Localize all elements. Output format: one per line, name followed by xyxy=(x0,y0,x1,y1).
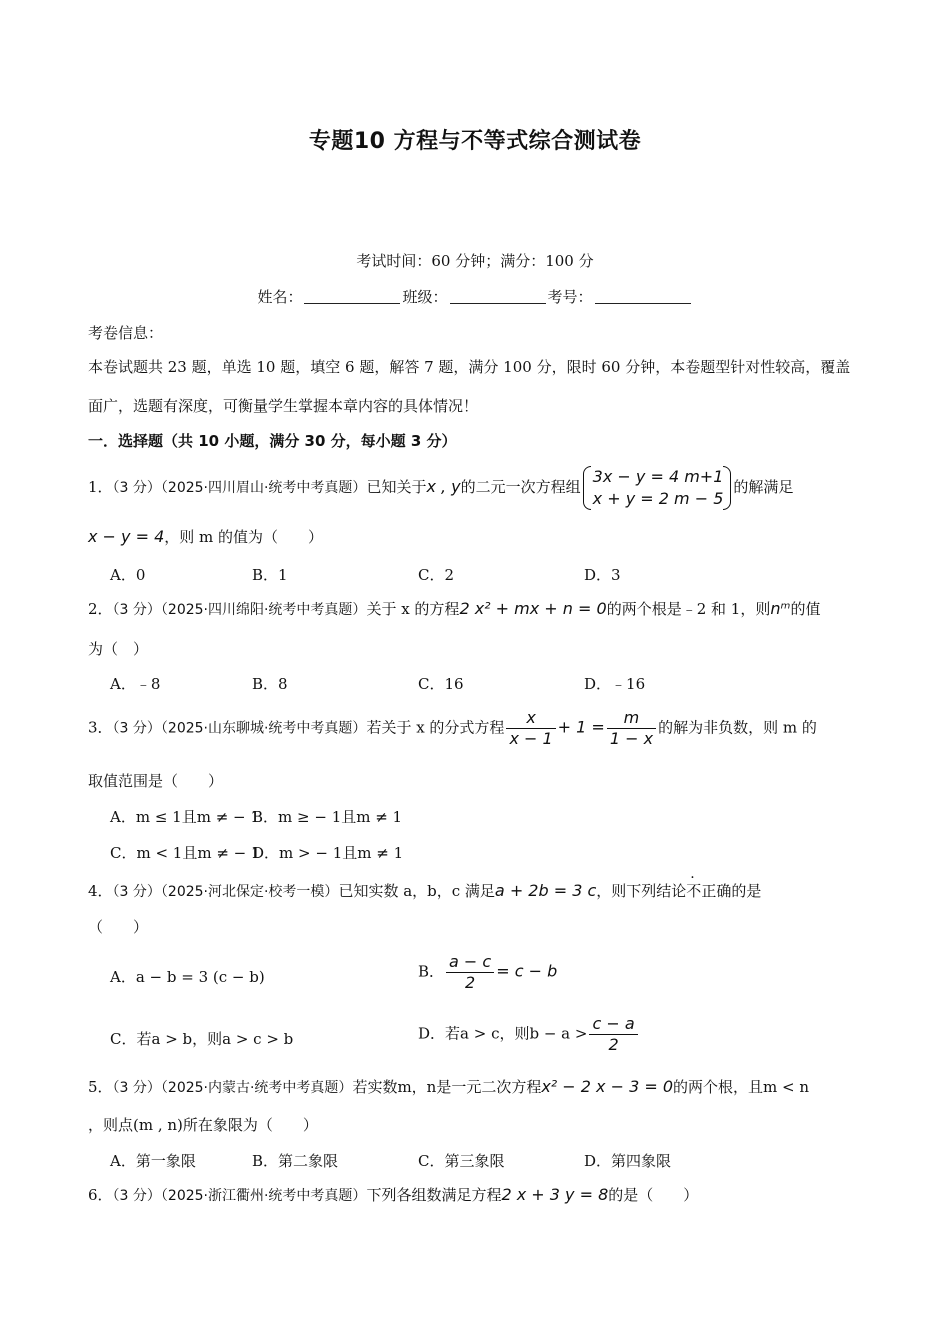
question-text: 已知实数 a，b，c 满足 xyxy=(338,882,495,900)
question-2-line-2: 为（ ） xyxy=(88,640,149,658)
question-text: 关于 x 的方程 xyxy=(366,600,460,618)
q3-option-a[interactable]: A．m ≤ 1且m ≠ − 1 xyxy=(110,808,260,826)
question-text: 的解满足 xyxy=(733,478,794,496)
fraction-numerator: m xyxy=(607,708,656,729)
name-label: 姓名： xyxy=(257,288,303,306)
math-variables: x , y xyxy=(426,477,461,496)
question-text: ，则下列结论 xyxy=(596,882,687,900)
math-equation: x² − 2 x − 3 = 0 xyxy=(541,1077,674,1096)
page-title: 专题10 方程与不等式综合测试卷 xyxy=(308,129,642,154)
q4-option-b[interactable] xyxy=(418,952,557,993)
question-text: 若实数m，n是一元二次方程 xyxy=(352,1078,542,1096)
question-number: 3． xyxy=(88,718,113,737)
question-text: 的值 xyxy=(790,600,821,618)
fraction-numerator: c − a xyxy=(589,1014,637,1035)
name-blank[interactable] xyxy=(304,289,400,304)
question-1 xyxy=(88,464,793,512)
q4-option-c[interactable]: C．若a > b，则a > c > b xyxy=(110,1030,294,1048)
q3-option-d[interactable]: D．m > − 1且m ≠ 1 xyxy=(252,844,404,862)
fraction-denominator: 2 xyxy=(465,973,476,992)
question-text: 下列各组数满足方程 xyxy=(366,1186,502,1204)
fraction xyxy=(607,708,656,749)
question-4-line-2: （ ） xyxy=(88,918,149,936)
q2-option-c[interactable]: C．16 xyxy=(418,675,464,693)
q2-option-b[interactable]: B．8 xyxy=(252,675,288,693)
section-heading: 一．选择题（共 10 小题，满分 30 分，每小题 3 分） xyxy=(88,432,457,450)
emphasis-mark: 不 xyxy=(686,882,702,900)
question-number: 6． xyxy=(88,1186,113,1204)
question-source: （2025·浙江衢州·统考中考真题） xyxy=(160,1188,367,1204)
question-source: （2025·四川眉山·统考中考真题） xyxy=(160,480,367,496)
info-label: 考卷信息： xyxy=(88,324,164,342)
question-source: （2025·河北保定·校考一模） xyxy=(160,884,339,900)
question-text: ，则 m 的值为（ ） xyxy=(164,528,324,546)
q3-option-c[interactable]: C．m < 1且m ≠ − 1 xyxy=(110,844,261,862)
question-source: （2025·山东聊城·统考中考真题） xyxy=(160,720,367,737)
math-equation: 2 x + 3 y = 8 xyxy=(501,1185,609,1204)
q5-option-b[interactable]: B．第二象限 xyxy=(252,1152,339,1170)
question-2 xyxy=(88,598,820,619)
question-score: （3 分） xyxy=(112,602,161,618)
q3-option-b[interactable]: B．m ≥ − 1且m ≠ 1 xyxy=(252,808,403,826)
math-equation: a + 2b = 3 c xyxy=(494,881,597,900)
question-score: （3 分） xyxy=(112,480,161,496)
question-number: 5． xyxy=(88,1078,113,1096)
fraction xyxy=(506,708,555,749)
q1-option-d[interactable]: D．3 xyxy=(584,566,621,584)
question-text: 的两个根，且m < n xyxy=(673,1078,810,1096)
math-expression: + 1 = xyxy=(557,717,605,737)
class-blank[interactable] xyxy=(450,289,546,304)
math-expression: = c − b xyxy=(496,961,558,981)
fraction-denominator: x − 1 xyxy=(509,729,553,748)
question-score: （3 分） xyxy=(112,884,161,900)
q2-option-d[interactable]: D．﹣16 xyxy=(584,675,646,693)
question-5 xyxy=(88,1076,809,1097)
question-score: （3 分） xyxy=(112,1080,161,1096)
q1-option-a[interactable]: A．0 xyxy=(110,566,146,584)
question-4 xyxy=(88,880,761,901)
question-text: 的二元一次方程组 xyxy=(460,478,581,496)
fraction-denominator: 1 − x xyxy=(609,729,654,748)
student-fields xyxy=(0,286,950,307)
math-equation: 2 x² + mx + n = 0 xyxy=(459,599,607,618)
question-1-line-2 xyxy=(88,526,323,547)
equation-row: x + y = 2 m − 5 xyxy=(592,489,724,508)
equation-system xyxy=(581,464,734,512)
question-number: 4． xyxy=(88,882,113,900)
equation-row: 3x − y = 4 m+1 xyxy=(592,467,724,486)
q5-option-c[interactable]: C．第三象限 xyxy=(418,1152,505,1170)
q4-option-d[interactable] xyxy=(418,1014,640,1055)
q2-option-a[interactable]: A．﹣8 xyxy=(110,675,161,693)
description-line-2: 面广，选题有深度，可衡量学生掌握本章内容的具体情况！ xyxy=(88,397,479,415)
question-source: （2025·内蒙古·统考中考真题） xyxy=(160,1080,353,1096)
question-score: （3 分） xyxy=(112,720,161,737)
fraction-numerator: a − c xyxy=(446,952,494,973)
math-expression: x − y = 4 xyxy=(88,527,165,546)
question-source: （2025·四川绵阳·统考中考真题） xyxy=(160,602,367,618)
question-text: 正确的是 xyxy=(701,882,762,900)
option-label: B． xyxy=(418,962,445,981)
fraction xyxy=(589,1014,637,1055)
fraction-denominator: 2 xyxy=(608,1035,619,1054)
question-6 xyxy=(88,1184,698,1205)
question-number: 1． xyxy=(88,478,113,496)
question-score: （3 分） xyxy=(112,1188,161,1204)
fraction-numerator: x xyxy=(506,708,555,729)
math-expression: nᵐ xyxy=(770,599,791,618)
question-text: 已知关于 xyxy=(366,478,427,496)
question-3 xyxy=(88,708,817,749)
q4-option-a[interactable]: A．a − b = 3 (c − b) xyxy=(110,968,265,986)
class-label: 班级： xyxy=(402,288,448,306)
question-number: 2． xyxy=(88,600,113,618)
description-line-1: 本卷试题共 23 题，单选 10 题，填空 6 题，解答 7 题，满分 100 分，限时 60 分钟，本卷题型针对性较高，覆盖 xyxy=(88,358,851,376)
question-text: 的两个根是﹣2 和 1，则 xyxy=(606,600,771,618)
question-text: 的解为非负数，则 m 的 xyxy=(658,718,817,737)
fraction xyxy=(446,952,494,993)
number-label: 考号： xyxy=(547,288,593,306)
option-label: D．若a > c，则b − a > xyxy=(418,1024,588,1043)
q5-option-d[interactable]: D．第四象限 xyxy=(584,1152,672,1170)
question-3-line-2: 取值范围是（ ） xyxy=(88,772,224,790)
question-text: 若关于 x 的分式方程 xyxy=(366,718,505,737)
question-5-line-2: ，则点(m , n)所在象限为（ ） xyxy=(88,1116,318,1134)
question-text: 的是（ ） xyxy=(608,1186,699,1204)
number-blank[interactable] xyxy=(595,289,691,304)
q5-option-a[interactable]: A．第一象限 xyxy=(110,1152,196,1170)
q1-option-c[interactable]: C．2 xyxy=(418,566,455,584)
exam-info: 考试时间：60 分钟；满分：100 分 xyxy=(356,252,594,270)
q1-option-b[interactable]: B．1 xyxy=(252,566,288,584)
